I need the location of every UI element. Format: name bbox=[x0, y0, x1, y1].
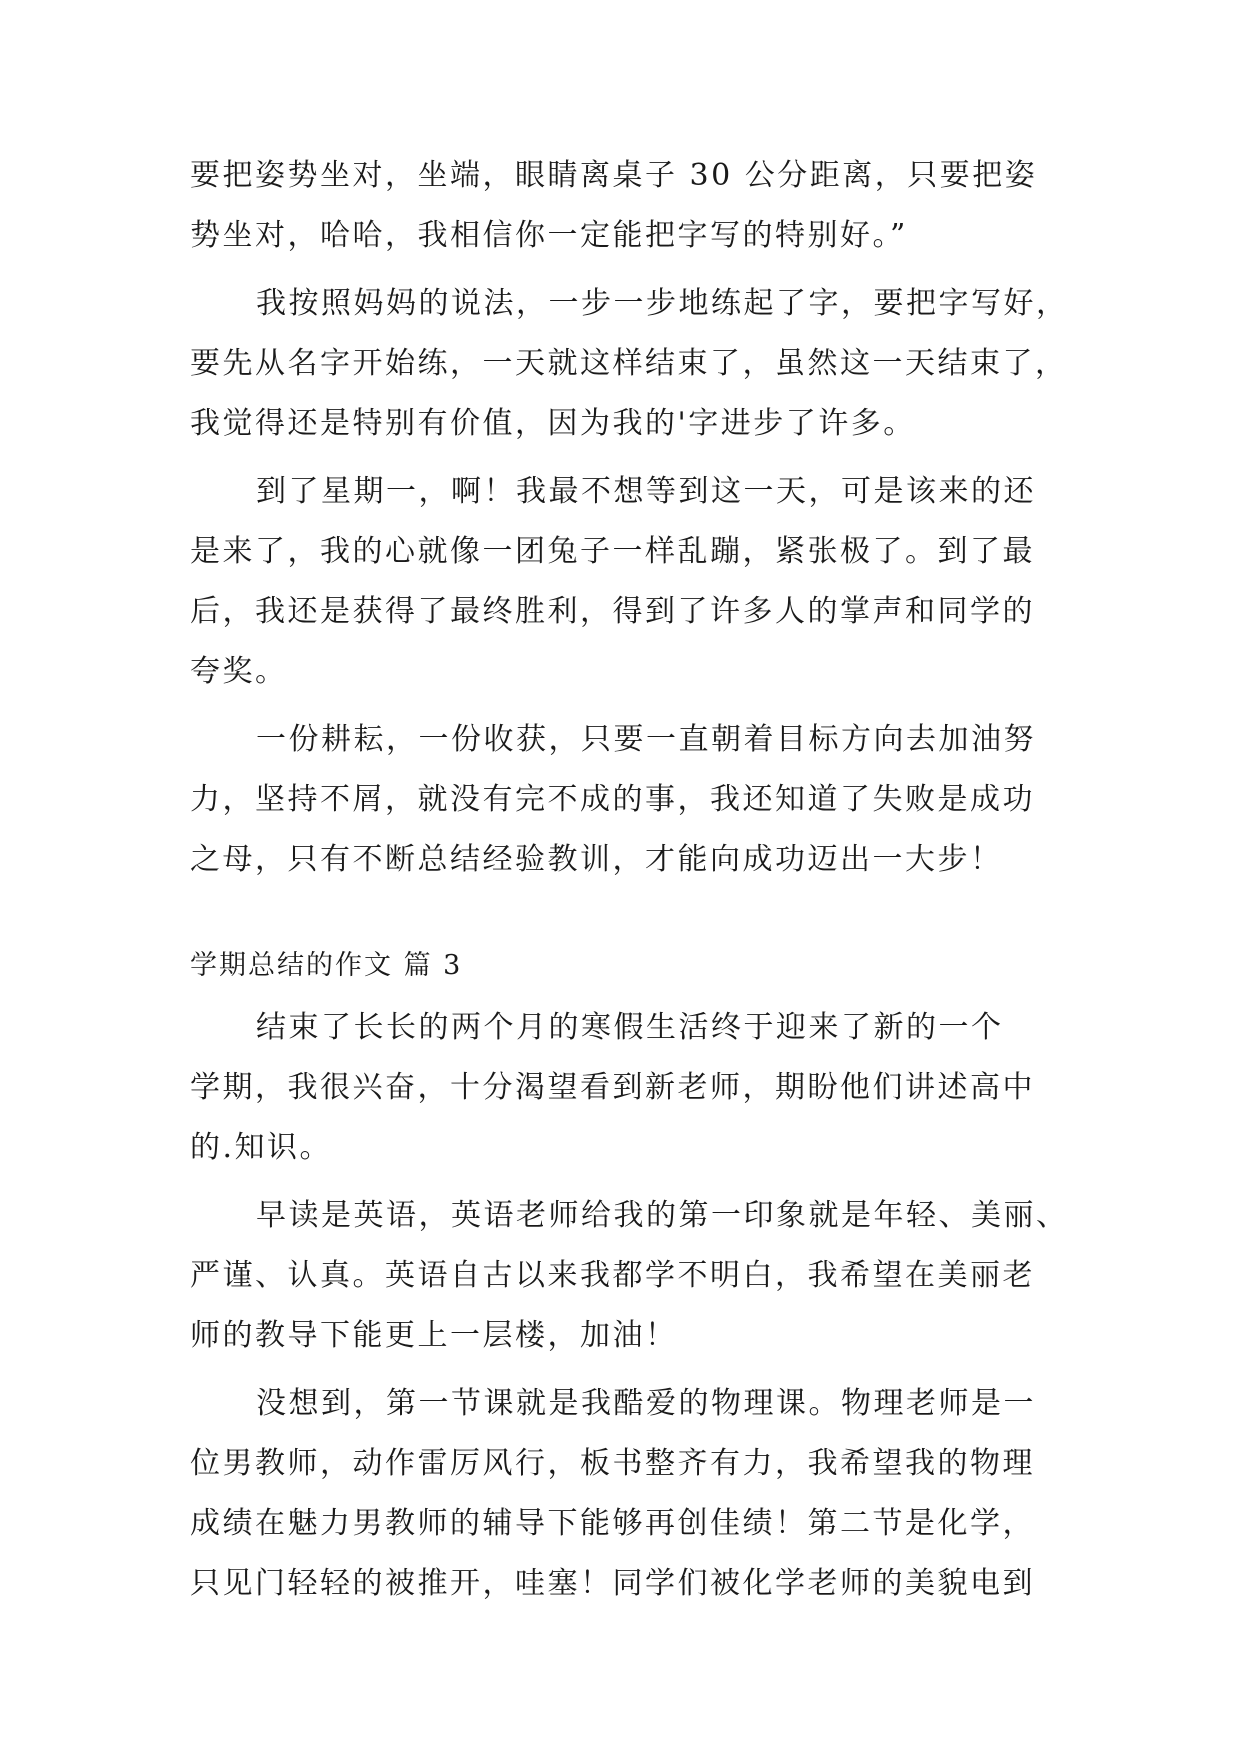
paragraph-line: 师的教导下能更上一层楼，加油！ bbox=[190, 1318, 678, 1353]
paragraph-line: 之母，只有不断总结经验教训，才能向成功迈出一大步！ bbox=[190, 842, 1003, 877]
paragraph-line: 是来了，我的心就像一团兔子一样乱蹦，紧张极了。到了最 bbox=[190, 534, 1035, 569]
paragraph-line: 早读是英语，英语老师给我的第一印象就是年轻、美丽、 bbox=[256, 1198, 1069, 1233]
paragraph-line: 严谨、认真。英语自古以来我都学不明白，我希望在美丽老 bbox=[190, 1258, 1035, 1293]
section-heading: 学期总结的作文 篇 3 bbox=[190, 950, 463, 981]
paragraph-line: 学期，我很兴奋，十分渴望看到新老师，期盼他们讲述高中 bbox=[190, 1070, 1035, 1105]
paragraph-line: 势坐对，哈哈，我相信你一定能把字写的特别好。” bbox=[190, 218, 908, 253]
paragraph-line: 到了星期一，啊！我最不想等到这一天，可是该来的还 bbox=[256, 474, 1036, 509]
paragraph-line: 的.知识。 bbox=[190, 1130, 333, 1165]
paragraph-line: 只见门轻轻的被推开，哇塞！同学们被化学老师的美貌电到 bbox=[190, 1566, 1035, 1601]
paragraph-line: 结束了长长的两个月的寒假生活终于迎来了新的一个 bbox=[256, 1010, 1004, 1045]
paragraph-line: 后，我还是获得了最终胜利，得到了许多人的掌声和同学的 bbox=[190, 594, 1035, 629]
paragraph-line: 要把姿势坐对，坐端，眼睛离桌子 30 公分距离，只要把姿 bbox=[190, 158, 1038, 193]
paragraph-line: 位男教师，动作雷厉风行，板书整齐有力，我希望我的物理 bbox=[190, 1446, 1035, 1481]
paragraph-line: 夸奖。 bbox=[190, 654, 288, 689]
paragraph-line: 要先从名字开始练，一天就这样结束了，虽然这一天结束了， bbox=[190, 346, 1068, 381]
paragraph-line: 我按照妈妈的说法，一步一步地练起了字，要把字写好， bbox=[256, 286, 1069, 321]
paragraph-line: 我觉得还是特别有价值，因为我的'字进步了许多。 bbox=[190, 406, 916, 441]
paragraph-line: 成绩在魅力男教师的辅导下能够再创佳绩！第二节是化学， bbox=[190, 1506, 1035, 1541]
paragraph-line: 力，坚持不屑，就没有完不成的事，我还知道了失败是成功 bbox=[190, 782, 1035, 817]
paragraph-line: 一份耕耘，一份收获，只要一直朝着目标方向去加油努 bbox=[256, 722, 1036, 757]
paragraph-line: 没想到，第一节课就是我酷爱的物理课。物理老师是一 bbox=[256, 1386, 1036, 1421]
